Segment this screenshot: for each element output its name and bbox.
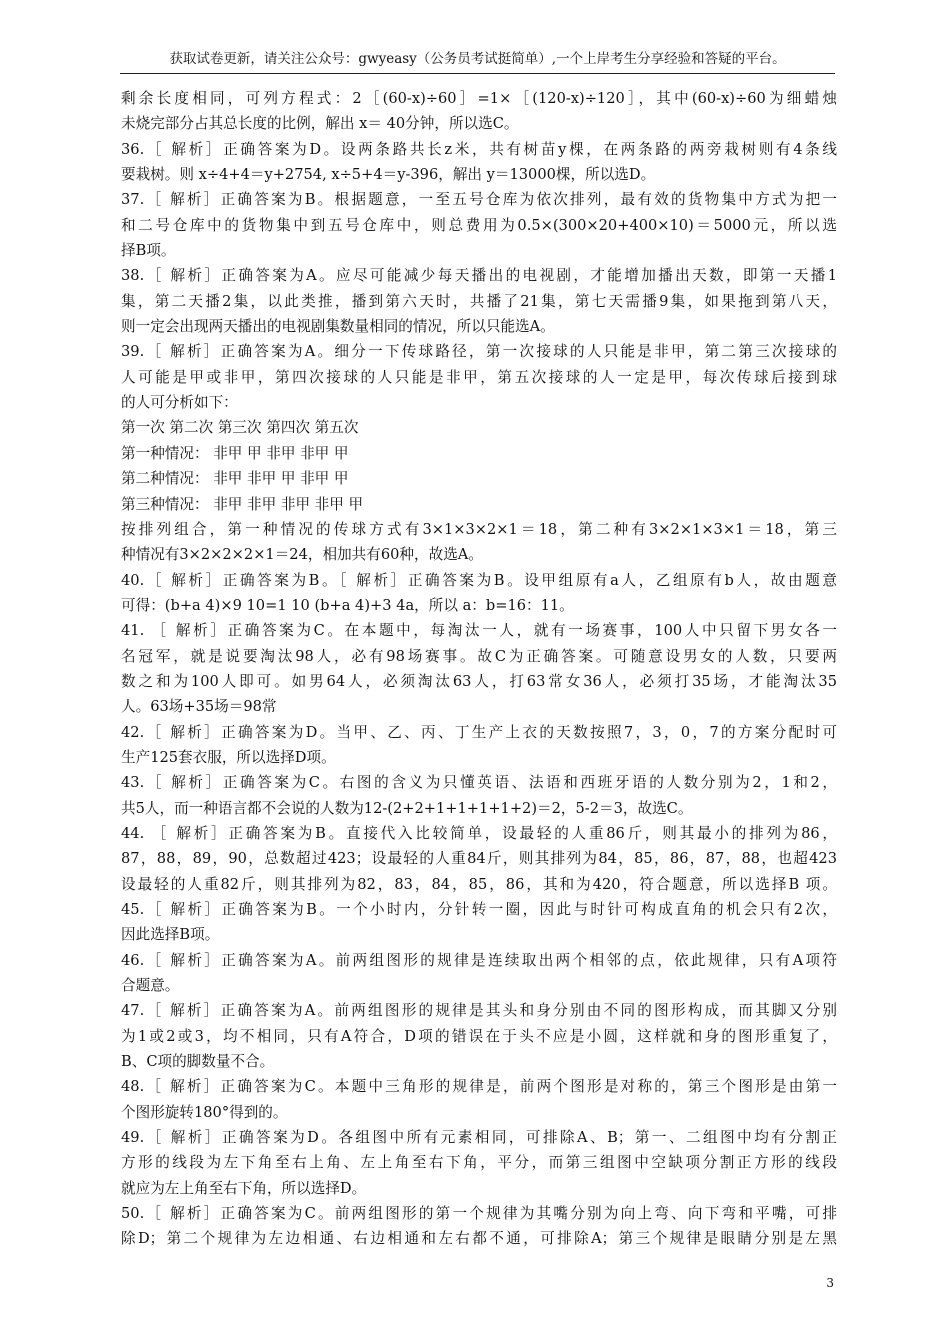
- page-number: 3: [826, 1276, 834, 1290]
- text-line: 集，第二天播2集，以此类推，播到第六天时，共播了21集，第七天需播9集，如果拖到第八天，: [121, 292, 837, 310]
- text-line: 第一种情况： 非甲 甲 非甲 非甲 甲: [121, 444, 349, 462]
- text-line: 生产125套衣服，所以选择D项。: [121, 748, 336, 766]
- text-line: 44. ［ 解析］正确答案为B。直接代入比较简单，设最轻的人重86斤，则其最小的排列为86，: [121, 824, 837, 842]
- text-line: 人。63场+35场＝98常: [121, 698, 277, 716]
- text-line: 45.［ 解析］正确答案为B。一个小时内，分针转一圈，因此与时针可构成直角的机会只有2次，: [121, 901, 837, 918]
- text-line: 38.［ 解析］正确答案为A。应尽可能减少每天播出的电视剧，才能增加播出天数，即第一天播1: [121, 267, 837, 285]
- text-line: 第一次 第二次 第三次 第四次 第五次: [121, 419, 359, 437]
- text-line: 37.［ 解析］正确答案为B。根据题意，一至五号仓库为依次排列，最有效的货物集中方式为把一: [121, 191, 837, 209]
- text-line: 42.［ 解析］正确答案为D。当甲、乙、丙、丁生产上衣的天数按照7，3，0，7的方案分配时可: [121, 723, 837, 741]
- text-line: 第二种情况： 非甲 非甲 甲 非甲 甲: [121, 470, 349, 488]
- text-line: 第三种情况： 非甲 非甲 非甲 非甲 甲: [121, 495, 364, 513]
- text-line: 40.［ 解析］正确答案为B。［ 解析］正确答案为B。设甲组原有a人，乙组原有b人，故由题意: [121, 571, 837, 589]
- text-line: 46.［ 解析］正确答案为A。前两组图形的规律是连续取出两个相邻的点，依此规律，只有A项符: [121, 951, 837, 969]
- text-line: 个图形旋转180°得到的。: [121, 1103, 288, 1121]
- text-line: 则一定会出现两天播出的电视剧集数量相同的情况，所以只能选A。: [121, 318, 555, 336]
- text-line: 49.［ 解析］正确答案为D。各组图中所有元素相同，可排除A、B；第一、二组图中均有分割正: [121, 1129, 837, 1147]
- text-line: 数之和为100人即可。如男64人，必须淘汰63人，打63常女36人，必须打35场，才能淘汰35: [121, 672, 837, 690]
- document-body: [121, 86, 837, 1252]
- text-line: 为1或2或3，均不相同，只有A符合，D项的错误在于头不应是小圆，这样就和身的图形重复了，: [121, 1027, 837, 1045]
- text-line: 人可能是甲或非甲，第四次接球的人只能是非甲，第五次接球的人一定是甲，每次传球后接到球: [121, 368, 837, 386]
- text-line: 可得：(b+a 4)×9 10=1 10 (b+a 4)+3 4a，所以 a：b=16：11。: [121, 596, 574, 614]
- text-line: 要栽树。则 x÷4+4＝y+2754, x÷5+4＝y-396，解出 y＝13000棵，所以选D。: [121, 166, 656, 184]
- text-line: 剩余长度相同，可列方程式：2［(60-x)÷60］=1×［(120-x)÷120］，其中(60-x)÷60为细蜡烛: [121, 90, 837, 107]
- text-line: 就应为左上角至右下角，所以选择D。: [121, 1179, 367, 1197]
- text-line: 合题意。: [121, 977, 180, 995]
- text-line: 41. ［ 解析］正确答案为C。在本题中，每淘汰一人，就有一场赛事，100人中只留下男女各一: [121, 622, 837, 640]
- text-line: 50.［ 解析］正确答案为C。前两组图形的第一个规律为其嘴分别为向上弯、向下弯和平嘴，可排: [121, 1205, 837, 1223]
- text-line: 未烧完部分占其总长度的比例，解出 x＝ 40分钟，所以选C。: [121, 115, 519, 133]
- text-line: B、C项的脚数量不合。: [121, 1053, 275, 1071]
- text-line: 名冠军，就是说要淘汰98人，必有98场赛事。故C为正确答案。可随意设男女的人数，只要两: [121, 647, 837, 665]
- text-line: 39.［ 解析］正确答案为A。细分一下传球路径，第一次接球的人只能是非甲，第二第三次接球的: [121, 343, 837, 361]
- text-line: 43.［ 解析］正确答案为C。右图的含义为只懂英语、法语和西班牙语的人数分别为2，1和2，: [121, 774, 837, 792]
- text-line: 共5人，而一种语言都不会说的人数为12-(2+2+1+1+1+1+2)＝2，5-2＝3，故选C。: [121, 799, 693, 817]
- text-line: 47.［ 解析］正确答案为A。前两组图形的规律是其头和身分别由不同的图形构成，而其脚又分别: [121, 1002, 837, 1020]
- text-line: 和二号仓库中的货物集中到五号仓库中，则总费用为0.5×(300×20+400×10)＝5000元，所以选: [121, 216, 837, 234]
- text-line: 择B项。: [121, 242, 176, 260]
- text-line: 36.［ 解析］正确答案为D。设两条路共长z米，共有树苗y棵，在两条路的两旁栽树则有4条线: [121, 140, 837, 158]
- text-line: 按排列组合，第一种情况的传球方式有3×1×3×2×1＝18，第二种有3×2×1×3×1＝18，第三: [121, 520, 837, 538]
- text-line: 种情况有3×2×2×2×1＝24，相加共有60种，故选A。: [121, 546, 483, 564]
- text-line: 除D；第二个规律为左边相通、右边相通和左右都不通，可排除A；第三个规律是眼睛分别是左黑: [121, 1230, 837, 1248]
- page-header: 获取试卷更新，请关注公众号：gwyeasy（公务员考试挺简单）,一个上岸考生分享经验和答疑的平台。: [120, 47, 835, 74]
- text-line: 48.［ 解析］正确答案为C。本题中三角形的规律是，前两个图形是对称的，第三个图形是由第一: [121, 1078, 837, 1096]
- text-line: 的人可分析如下：: [121, 394, 238, 412]
- text-line: 因此选择B项。: [121, 926, 220, 944]
- text-line: 87，88，89，90，总数超过423；设最轻的人重84斤，则其排列为84，85，86，87，88，也超423: [121, 850, 837, 868]
- text-line: 方形的线段为左下角至右上角、左上角至右下角，平分，而第三组图中空缺项分割正方形的线段: [121, 1154, 837, 1172]
- text-line: 设最轻的人重82斤，则其排列为82，83，84，85，86，其和为420，符合题意，所以选择B 项。: [121, 875, 837, 893]
